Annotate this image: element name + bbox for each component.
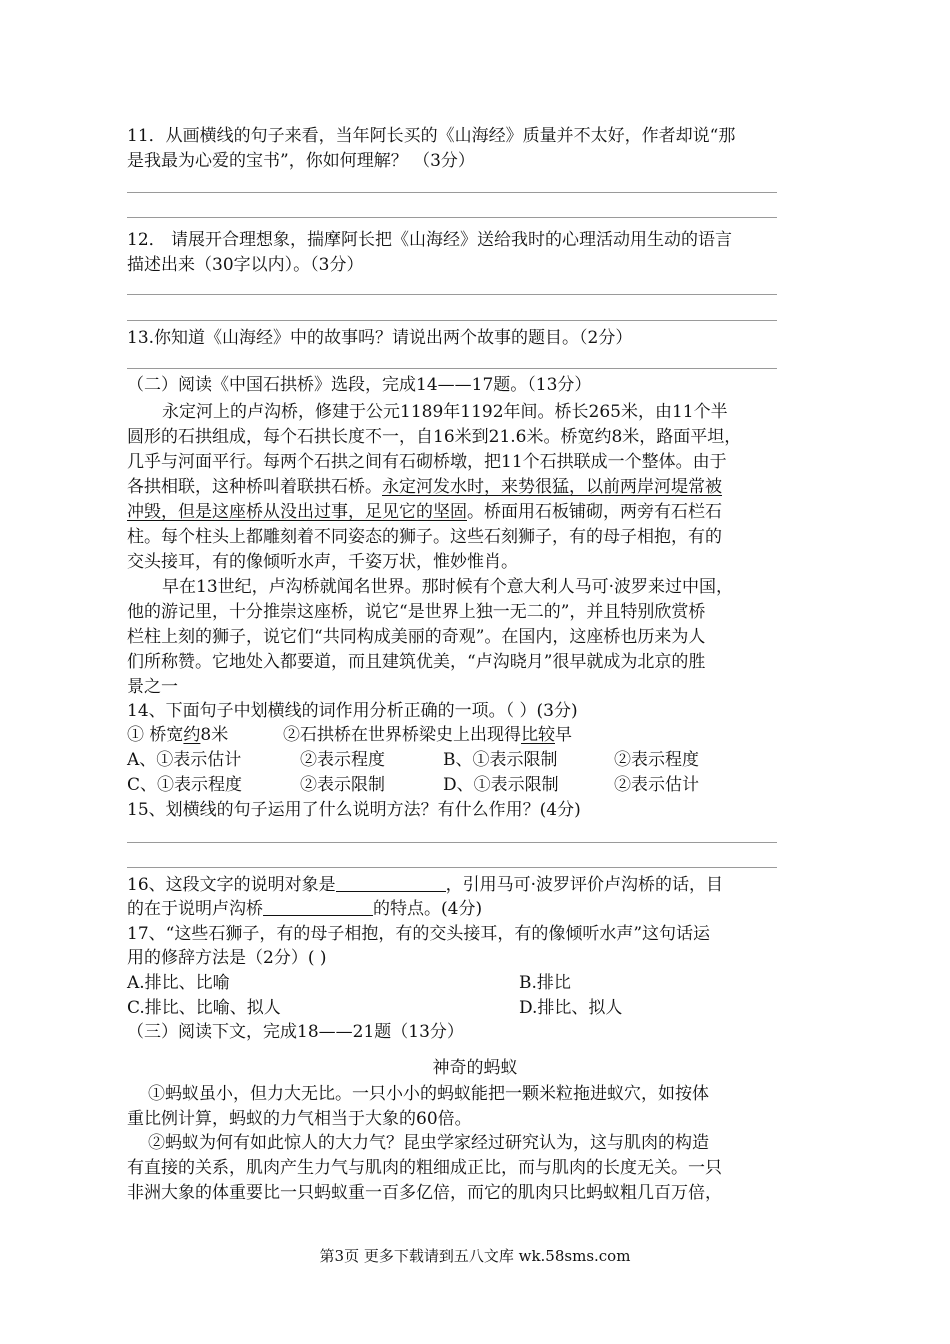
passage-line: 交头接耳，有的像倾听水声，千姿万状，惟妙惟肖。 <box>127 552 518 572</box>
option-a: A、①表示估计 <box>127 750 242 770</box>
answer-line <box>127 867 777 868</box>
passage-line: 早在13世纪，卢沟桥就闻名世界。那时候有个意大利人马可·波罗来过中国， <box>162 577 734 597</box>
passage-line <box>127 475 722 499</box>
answer-line <box>127 294 777 295</box>
text: ②石拱桥在世界桥梁史上出现得 <box>283 725 521 745</box>
passage-line: 景之一 <box>127 677 178 697</box>
passage-text: 各拱相联，这种桥叫着联拱石桥。 <box>127 477 382 497</box>
passage-line: ①蚂蚁虽小，但力大无比。一只小小的蚂蚁能把一颗米粒拖进蚁穴，如按体 <box>148 1084 709 1104</box>
passage-line: 圆形的石拱组成，每个石拱长度不一，自16米到21.6米。桥宽约8米，路面平坦， <box>127 427 742 447</box>
text: 8米 <box>200 725 229 745</box>
passage-line: 重比例计算，蚂蚁的力气相当于大象的60倍。 <box>127 1109 472 1129</box>
text: 的特点。(4分) <box>373 899 483 919</box>
option-d-part2: ②表示估计 <box>614 775 699 795</box>
q14-sentence-2 <box>283 723 572 747</box>
q15-stem: 15、划横线的句子运用了什么说明方法？有什么作用？(4分) <box>127 800 581 820</box>
q12-line2: 描述出来（30字以内）。（3分） <box>127 255 364 275</box>
option-b: B、①表示限制 <box>443 750 558 770</box>
option-b: B.排比 <box>519 973 571 993</box>
option-d: D、①表示限制 <box>443 775 559 795</box>
q17-line1: 17、“这些石狮子，有的母子相抱，有的交头接耳，有的像倾听水声”这句话运 <box>127 924 711 944</box>
passage-line: 永定河上的卢沟桥，修建于公元1189年1192年间。桥长265米，由11个半 <box>162 402 728 422</box>
answer-line <box>127 320 777 321</box>
passage-line: 栏柱上刻的狮子，说它们“共同构成美丽的奇观”。在国内，这座桥也历来为人 <box>127 627 706 647</box>
q12-line1: 12． 请展开合理想象，揣摩阿长把《山海经》送给我时的心理活动用生动的语言 <box>127 230 733 250</box>
option-d: D.排比、拟人 <box>519 998 623 1018</box>
passage-line: 柱。每个柱头上都雕刻着不同姿态的狮子。这些石刻狮子，有的母子相抱，有的 <box>127 527 722 547</box>
fill-blank[interactable] <box>336 873 446 892</box>
section2-heading: （二）阅读《中国石拱桥》选段，完成14——17题。（13分） <box>127 375 592 395</box>
text: 的在于说明卢沟桥 <box>127 899 263 919</box>
answer-line <box>127 217 777 218</box>
underlined-sentence: 冲毁，但是这座桥从没出过事，足见它的坚固 <box>127 502 467 522</box>
answer-line <box>127 842 777 843</box>
underlined-word: 约 <box>183 725 201 745</box>
page-footer: 第3页 更多下载请到五八文库 wk.58sms.com <box>319 1247 631 1265</box>
section3-heading: （三）阅读下文，完成18——21题（13分） <box>127 1022 464 1042</box>
text: ，引用马可·波罗评价卢沟桥的话，目 <box>445 875 724 895</box>
option-c: C、①表示程度 <box>127 775 243 795</box>
q16-line1 <box>127 873 723 897</box>
option-b-part2: ②表示程度 <box>614 750 699 770</box>
passage-line: 们所称赞。它地处入都要道，而且建筑优美，“卢沟晓月”很早就成为北京的胜 <box>127 652 706 672</box>
option-c: C.排比、比喻、拟人 <box>127 998 281 1018</box>
underlined-sentence: 永定河发水时，来势很猛，以前两岸河堤常被 <box>382 477 722 497</box>
q17-line2: 用的修辞方法是（2分）( ) <box>127 948 327 968</box>
fill-blank[interactable] <box>263 897 373 916</box>
passage-line: 几乎与河面平行。每两个石拱之间有石砌桥墩，把11个石拱联成一个整体。由于 <box>127 452 727 472</box>
q13-line1: 13.你知道《山海经》中的故事吗？请说出两个故事的题目。（2分） <box>127 328 633 348</box>
text: 早 <box>555 725 572 745</box>
passage-text: 。桥面用石板铺砌，两旁有石栏石 <box>467 502 722 522</box>
underlined-word: 比较 <box>521 725 555 745</box>
article-title: 神奇的蚂蚁 <box>432 1058 518 1078</box>
text: ① 桥宽 <box>127 725 184 745</box>
passage-line: 他的游记里，十分推崇这座桥，说它“是世界上独一无二的”，并且特别欣赏桥 <box>127 602 706 622</box>
passage-line <box>127 500 722 524</box>
q14-sentence-1 <box>127 723 228 747</box>
q14-stem: 14、下面句子中划横线的词作用分析正确的一项。（ ）(3分) <box>127 701 578 721</box>
option-a-part2: ②表示程度 <box>300 750 385 770</box>
q11-line2: 是我最为心爱的宝书”，你如何理解？ （3分） <box>127 151 475 171</box>
option-a: A.排比、比喻 <box>127 973 230 993</box>
answer-line <box>127 192 777 193</box>
q16-line2 <box>127 897 482 921</box>
option-c-part2: ②表示限制 <box>300 775 385 795</box>
passage-line: 非洲大象的体重要比一只蚂蚁重一百多亿倍，而它的肌肉只比蚂蚁粗几百万倍， <box>127 1183 722 1203</box>
q11-line1: 11．从画横线的句子来看，当年阿长买的《山海经》质量并不太好，作者却说“那 <box>127 126 736 146</box>
passage-line: 有直接的关系，肌肉产生力气与肌肉的粗细成正比，而与肌肉的长度无关。一只 <box>127 1158 722 1178</box>
answer-line <box>127 368 777 369</box>
passage-line: ②蚂蚁为何有如此惊人的大力气？昆虫学家经过研究认为，这与肌肉的构造 <box>148 1133 709 1153</box>
text: 16、这段文字的说明对象是 <box>127 875 336 895</box>
